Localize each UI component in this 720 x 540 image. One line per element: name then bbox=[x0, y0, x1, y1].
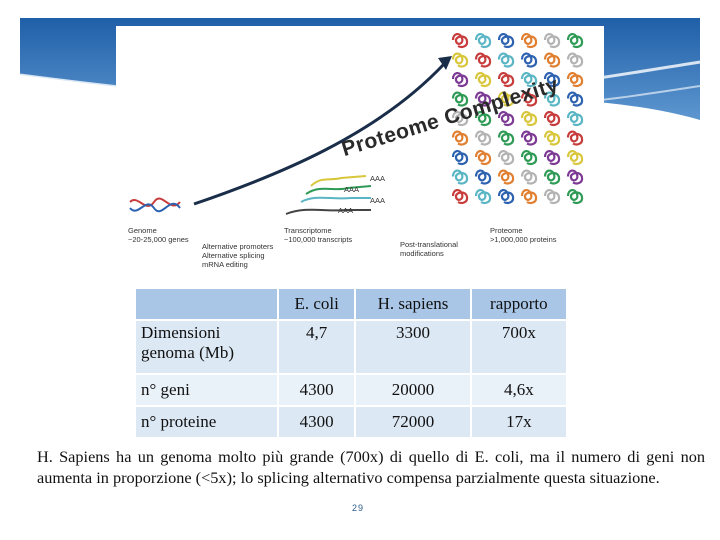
protein-structure-icon bbox=[568, 190, 582, 203]
protein-structure-icon bbox=[453, 54, 467, 67]
proteome-caption: Proteome >1,000,000 proteins bbox=[490, 226, 557, 244]
protein-structure-icon bbox=[545, 190, 559, 203]
cell-hsapiens: 72000 bbox=[356, 407, 469, 437]
column-header-ecoli: E. coli bbox=[279, 289, 354, 319]
protein-structure-icon bbox=[499, 190, 513, 203]
protein-structure-icon bbox=[499, 151, 513, 164]
aaa-label: AAA bbox=[370, 174, 386, 183]
protein-structure-icon bbox=[568, 151, 582, 164]
comparison-table bbox=[134, 287, 568, 439]
row-label: n° proteine bbox=[136, 407, 277, 437]
protein-structure-icon bbox=[568, 93, 582, 106]
slide-caption: H. Sapiens ha un genoma molto più grande (700x) di quello di E. coli, ma il numero di geni non aumenta in proporzione (<5x); lo splicing alternativo compensa parzialmente questa situazione. bbox=[37, 447, 705, 487]
protein-structure-icon bbox=[453, 132, 467, 145]
protein-structure-icon bbox=[476, 151, 490, 164]
protein-structure-icon bbox=[568, 73, 582, 86]
protein-structure-icon bbox=[453, 73, 467, 86]
protein-structure-icon bbox=[453, 171, 467, 184]
protein-structure-icon bbox=[476, 132, 490, 145]
cell-ratio: 17x bbox=[472, 407, 566, 437]
mechanisms-caption: Alternative promoters Alternative splicing mRNA editing bbox=[202, 242, 274, 269]
protein-structure-icon bbox=[568, 132, 582, 145]
protein-structure-icon bbox=[499, 73, 513, 86]
protein-structure-icon bbox=[499, 171, 513, 184]
protein-structure-icon bbox=[522, 190, 536, 203]
cell-hsapiens: 3300 bbox=[356, 321, 469, 373]
genome-caption: Genome ~20-25,000 genes bbox=[128, 226, 189, 244]
cell-ratio: 700x bbox=[472, 321, 566, 373]
protein-structure-icon bbox=[499, 34, 513, 47]
protein-structure-icon bbox=[568, 171, 582, 184]
protein-structure-icon bbox=[545, 112, 559, 125]
protein-structure-icon bbox=[522, 54, 536, 67]
protein-structure-icon bbox=[568, 34, 582, 47]
protein-structure-icon bbox=[545, 54, 559, 67]
row-label: Dimensioni genoma (Mb) bbox=[136, 321, 277, 373]
protein-structure-icon bbox=[522, 132, 536, 145]
protein-structure-icon bbox=[476, 54, 490, 67]
protein-structure-icon bbox=[476, 190, 490, 203]
column-header-hsapiens: H. sapiens bbox=[356, 289, 469, 319]
transcript-lines-icon bbox=[286, 176, 371, 214]
table-corner-cell bbox=[136, 289, 277, 319]
protein-structure-icon bbox=[545, 132, 559, 145]
protein-structure-icon bbox=[522, 151, 536, 164]
cell-ecoli: 4300 bbox=[279, 375, 354, 405]
table-header-row bbox=[136, 289, 566, 319]
protein-structure-icon bbox=[453, 190, 467, 203]
protein-structure-icon bbox=[453, 151, 467, 164]
protein-structure-icon bbox=[499, 132, 513, 145]
protein-structure-icon bbox=[568, 54, 582, 67]
row-label: n° geni bbox=[136, 375, 277, 405]
protein-structure-icon bbox=[522, 171, 536, 184]
table-row bbox=[136, 321, 566, 373]
cell-ecoli: 4,7 bbox=[279, 321, 354, 373]
transcriptome-caption: Transcriptome ~100,000 transcripts bbox=[284, 226, 353, 244]
aaa-label: AAA bbox=[344, 185, 360, 194]
protein-structure-icon bbox=[522, 112, 536, 125]
protein-structure-icon bbox=[545, 151, 559, 164]
protein-structure-icon bbox=[545, 34, 559, 47]
protein-structure-icon bbox=[476, 171, 490, 184]
figure-arrow-title: Proteome Complexity bbox=[338, 73, 562, 162]
protein-structure-icon bbox=[476, 34, 490, 47]
cell-ecoli: 4300 bbox=[279, 407, 354, 437]
dna-helix-icon bbox=[130, 199, 180, 212]
proteome-complexity-figure bbox=[116, 26, 604, 274]
protein-structure-icon bbox=[568, 112, 582, 125]
cell-ratio: 4,6x bbox=[472, 375, 566, 405]
cell-hsapiens: 20000 bbox=[356, 375, 469, 405]
aaa-label: AAA bbox=[370, 196, 386, 205]
protein-structure-icon bbox=[522, 34, 536, 47]
protein-structure-icon bbox=[545, 171, 559, 184]
table-row bbox=[136, 407, 566, 437]
column-header-ratio: rapporto bbox=[472, 289, 566, 319]
page-number: 29 bbox=[352, 503, 365, 513]
protein-structure-icon bbox=[453, 34, 467, 47]
protein-structure-icon bbox=[476, 73, 490, 86]
ptm-caption: Post-translational modifications bbox=[400, 240, 458, 258]
protein-structure-icon bbox=[499, 54, 513, 67]
table-row bbox=[136, 375, 566, 405]
aaa-label: AAA bbox=[338, 206, 354, 215]
